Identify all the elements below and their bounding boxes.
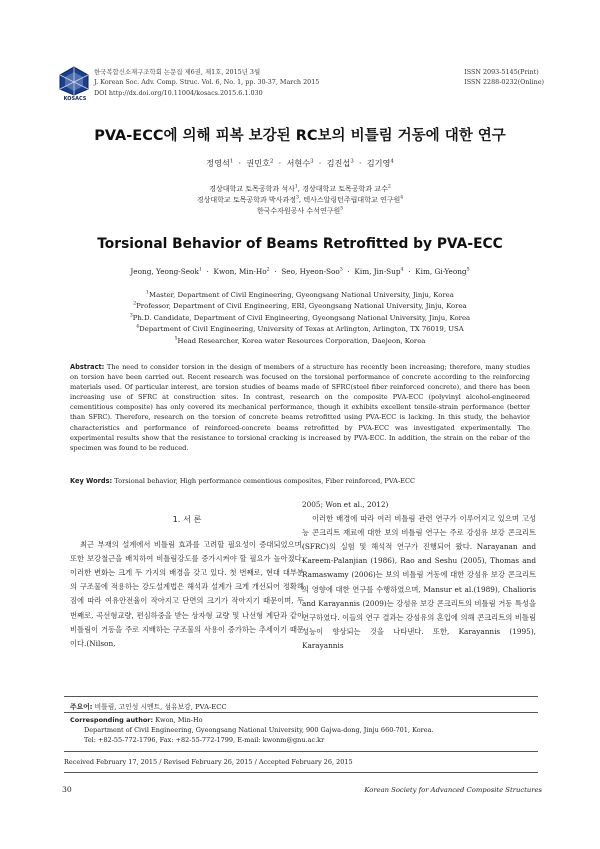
keywords-label: Key Words: <box>70 477 113 485</box>
received-dates: Received February 17, 2015 / Revised February 26, 2015 / Accepted February 26, 2015 <box>64 758 353 766</box>
footnote-rule <box>64 712 538 713</box>
author-name: Kim, Gi-Yeong <box>415 267 467 276</box>
author-sup: 3 <box>339 267 343 273</box>
doi-link[interactable]: DOI http://dx.doi.org/10.11004/kosacs.2015.6.1.030 <box>94 88 263 97</box>
author-name: Kwon, Min-Ho <box>213 267 267 276</box>
korean-keywords-text: 비틀림, 고인성 시멘트, 섬유보강, PVA-ECC <box>92 703 227 711</box>
english-affil-line: $^2$Professor, Department of Civil Engineering, ERI, Gyeongsang National University, Jinju, Korea <box>133 302 467 311</box>
issn-online: ISSN 2288-0232(Online) <box>464 78 544 87</box>
author-sup: 5 <box>466 267 470 273</box>
society-name: Korean Society for Advanced Composite Structures <box>364 786 542 794</box>
author-name: 김기영 <box>366 158 391 168</box>
korean-authors: 정영석$^1$ · 권민호$^2$ · 서현수$^3$ · 김진섭$^3$ · 김기영$^4$ <box>206 158 394 168</box>
abstract-label: Abstract: <box>70 363 105 371</box>
logo-label: KOSACS <box>63 96 87 102</box>
issn-block <box>464 67 544 88</box>
author-sup: 1 <box>198 267 202 273</box>
footer-rule <box>64 772 538 773</box>
corresponding-author <box>70 716 540 745</box>
abstract-text: The need to consider torsion in the design of members of a structure has recently been increasing; therefore, many studies on torsion have been carried out. Recent research was focused on the torsional performance of concrete according to the reinforcing materials used. Of particular interest, are torsion studies of beams made of SFRC(steel fiber reinforced concrete), and there has been increasing use of SFRC at construction sites. In contrast, research on the composite PVA-ECC (polyvinyl alcohol-engineered cementitious composite) has only covered its mechanical performance, though it exhibits excellent tensile-strain performance (better than SFRC). Therefore, research on the torsion of concrete beams retrofitted using PVA-ECC is lacking. In this study, the behavior characteristics and performance of reinforced-concrete beams retrofitted by PVA-ECC was investigated experimentally. The experimental results show that the resistance to torsional cracking is increased by PVA-ECC. In addition, the strain on the rebar of the specimen was found to be reduced. <box>70 363 530 452</box>
author-sup: 4 <box>390 158 394 165</box>
keywords-text: Torsional behavior, High performance cementious composites, Fiber reinforced, PVA-ECC <box>112 477 416 485</box>
corresponding-name: Kwon, Min-Ho <box>153 716 203 724</box>
body-paragraph: 이러한 배경에 따라 여러 비틀림 관련 연구가 이루어지고 있으며 고성능 콘크리트 재료에 대한 보의 비틀림 연구는 주로 강섬유 보강 콘크리트(SFRC)의 실험 및 해석적 연구가 진행되어 왔다. Narayanan and Kareem-Palanjian (1986), Rao and Seshu (2005), Thomas and Ramaswamy (2006)는 보의 비틀림 거동에 대한 강섬유 보강 콘크리트의 영향에 대한 연구를 수행하였으며, Mansur et al.(1989), Chalioris and Karayannis (2009)는 강섬유 보강 콘크리트의 비틀림 거동 특성을 연구하였다. 이들의 연구 결과는 강섬유의 혼입에 의해 콘크리트의 비틀림 성능이 향상되는 것을 나타낸다. 또한, Karayannis (1995), Karayannis <box>302 514 536 650</box>
body-right-column <box>302 498 536 653</box>
abstract <box>70 362 530 453</box>
body-paragraph-continued: 2005; Won et al., 2012) <box>302 500 389 509</box>
korean-affil-line: 한국수자원공사 수석연구원$^5$ <box>256 207 344 216</box>
english-affil-line: $^4$Department of Civil Engineering, University of Texas at Arlington, Arlington, TX 76019, USA <box>136 324 464 334</box>
body-left-column <box>70 498 304 651</box>
korean-affil-line: 경상대학교 토목공학과 박사과정$^3$, 텍사스알링턴주립대학교 연구원$^4$ <box>196 195 404 205</box>
english-authors: Jeong, Yeong-Seok$^1$ · Kwon, Min-Ho$^2$ · Seo, Hyeon-Soo$^3$ · Kim, Jin-Sup$^4$ · Kim, Gi-Yeong$^5$ <box>130 267 470 276</box>
author-name: 김진섭 <box>326 158 351 168</box>
author-sup: 2 <box>266 267 270 273</box>
kosacs-logo-icon <box>58 66 90 96</box>
author-name: Kim, Jin-Sup <box>354 267 401 276</box>
author-sup: 1 <box>229 158 234 165</box>
corresponding-contact: Tel: +82-55-772-1796, Fax: +82-55-772-1799, E-mail: kwonm@gnu.ac.kr <box>84 735 325 744</box>
kosacs-logo <box>58 66 88 104</box>
author-sup: 3 <box>310 158 314 165</box>
author-sup: 2 <box>270 158 274 165</box>
journal-korean: 한국복합신소재구조학회 논문집 제6권, 제1호, 2015년 3월 <box>94 68 261 76</box>
keywords <box>70 477 530 485</box>
corresponding-label: Corresponding author: <box>70 716 154 724</box>
section-heading: 1. 서 론 <box>172 514 202 524</box>
english-title: Torsional Behavior of Beams Retrofitted by PVA-ECC <box>97 236 503 252</box>
journal-header <box>94 67 319 98</box>
footnote-rule <box>64 751 538 752</box>
issn-print: ISSN 2093-5145(Print) <box>464 68 539 76</box>
footnote-rule <box>64 696 538 697</box>
author-name: Jeong, Yeong-Seok <box>130 267 199 276</box>
author-name: Seo, Hyeon-Soo <box>281 267 340 276</box>
korean-affil-line: 경상대학교 토목공학과 석사$^1$, 경상대학교 토목공학과 교수$^2$ <box>209 184 391 193</box>
author-sup: 3 <box>350 158 354 165</box>
corresponding-address: Department of Civil Engineering, Gyeongsang National University, 900 Gajwa-dong, Jinju 660-701, Korea. <box>84 725 434 734</box>
korean-keywords <box>70 701 227 711</box>
english-affil-line: $^5$Head Researcher, Korea water Resources Corporation, Daejeon, Korea <box>174 336 426 345</box>
english-affil-line: $^3$Ph.D. Candidate, Department of Civil Engineering, Gyeongsang National University, Jinju, Korea <box>129 313 471 322</box>
author-sup: 4 <box>400 267 404 273</box>
author-name: 정영석 <box>206 158 230 168</box>
page-number: 30 <box>62 785 72 794</box>
korean-affiliations <box>0 184 600 218</box>
author-name: 권민호 <box>246 158 271 168</box>
journal-english: J. Korean Soc. Adv. Comp. Struc. Vol. 6, No. 1, pp. 30-37, March 2015 <box>94 78 320 87</box>
english-affiliations <box>0 290 600 347</box>
author-name: 서현수 <box>286 158 311 168</box>
korean-title: PVA-ECC에 의해 피복 보강된 RC보의 비틀림 거동에 대한 연구 <box>94 128 506 144</box>
english-affil-line: $^1$Master, Department of Civil Engineering, Gyeongsang National University, Jinju, Korea <box>146 290 454 299</box>
korean-keywords-label: 주요어: <box>70 703 93 711</box>
body-paragraph: 최근 부재의 설계에서 비틀림 효과를 고려할 필요성이 증대되었으며, 또한 보강철근을 배치하여 비틀림강도를 증가시켜야 할 필요가 높아졌다. 이러한 변화는 크게 두 가지의 배경을 갖고 있다. 첫 번째로, 현대 대부분의 구조물에 적용하는 강도설계법은 해석과 설계가 크게 개선되어 정확해짐에 따라 여유안전율이 작아지고 단면의 크기가 작아지기 때문이며, 두 번째로, 곡선형교량, 편심하중을 받는 상자형 교량 및 나선형 계단과 같이 비틀림이 거동을 주로 지배하는 구조물의 사용이 증가하는 추세이기 때문이다.(Nilson, <box>70 540 304 648</box>
